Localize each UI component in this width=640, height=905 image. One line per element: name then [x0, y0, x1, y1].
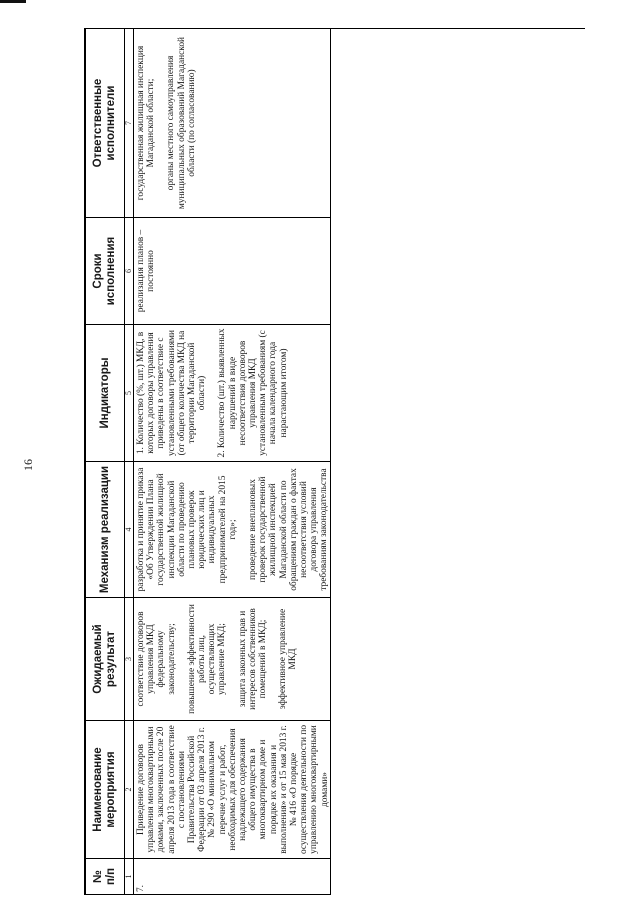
indicator-text: 2. Количество (шт.) выявленных нарушений в виде несоответствия договоров управления МКД установленным требованиям (с начала календарного года нарастающим итогом)	[217, 328, 289, 458]
mechanism-text: разработка и принятие приказа «Об Утверждении Плана государственной жилищной инспекции Магаданской области по проведению плановых проверок юридических лиц и индивидуальных предпринимателей на 2015 год»;	[136, 467, 238, 592]
table-row	[134, 29, 331, 895]
row-number: 7.	[134, 859, 331, 895]
column-number: 4	[125, 462, 134, 598]
column-number: 5	[125, 325, 134, 462]
header-mechanism: Механизм реализации	[86, 462, 125, 598]
rotated-table-page	[84, 28, 585, 895]
result-text: повышение эффективности работы лиц, осуществляющих управление МКД;	[186, 604, 228, 714]
header-number: № п/п	[86, 859, 125, 895]
column-number: 3	[125, 598, 134, 721]
column-number: 6	[125, 218, 134, 325]
header-deadline: Сроки исполнения	[86, 218, 125, 325]
column-number: 1	[125, 859, 134, 895]
column-number-row	[125, 29, 134, 895]
plan-table	[85, 28, 331, 895]
result-text: защита законных прав и интересов собственников помещений в МКД;	[237, 608, 269, 710]
mechanism-text: проведение внеплановых проверок государственной жилищной инспекцией Магаданской области по обращениям граждан о фактах несоответствия условий договора управления требованиям законодательства	[248, 468, 330, 591]
deadline-cell: реализация планов – постоянно	[134, 218, 331, 325]
event-name-cell: Приведение договоров управления многоквартирными домами, заключенных после 20 апреля 2013 года в соответствие с постановлениями Правительства Российской Федерации от 03 апреля 2013 г. № 290 «О минимальном перечне услуг и работ, необходимых для обеспечения надлежащего содержания общего имущества в многоквартирном доме и порядке их оказания и выполнения» и от 15 мая 2013 г. № 416 «О порядке осуществления деятельности по управлению многоквартирными домами»	[134, 721, 331, 859]
corner-mark	[0, 0, 26, 3]
result-text: эффективное управление МКД	[278, 608, 299, 710]
indicators-cell	[134, 325, 331, 462]
header-event: Наименование мероприятия	[86, 721, 125, 859]
column-number: 2	[125, 721, 134, 859]
table-header-row	[86, 29, 125, 895]
header-result: Ожидаемый результат	[86, 598, 125, 721]
header-responsible: Ответственные исполнители	[86, 29, 125, 218]
responsible-text: государственная жилищная инспекция Магаданской области;	[136, 45, 157, 201]
rotated-table-wrapper	[85, 29, 585, 895]
column-number: 7	[125, 29, 134, 218]
expected-result-cell	[134, 598, 331, 721]
responsible-cell	[134, 29, 331, 218]
page-number: 16	[20, 459, 35, 471]
responsible-text: органы местного самоуправления муниципальных образований Магаданской области (по согласованию)	[166, 36, 197, 210]
result-text: соответствие договоров управления МКД федеральному законодательству;	[136, 611, 177, 707]
indicator-text: 1. Количество (%, шт.) МКД, в которых договоры управления приведены в соответствие с установленными требованиями (от общего количества МКД на территории Магаданской области)	[136, 330, 208, 456]
header-indicators: Индикаторы	[86, 325, 125, 462]
mechanism-cell	[134, 462, 331, 598]
